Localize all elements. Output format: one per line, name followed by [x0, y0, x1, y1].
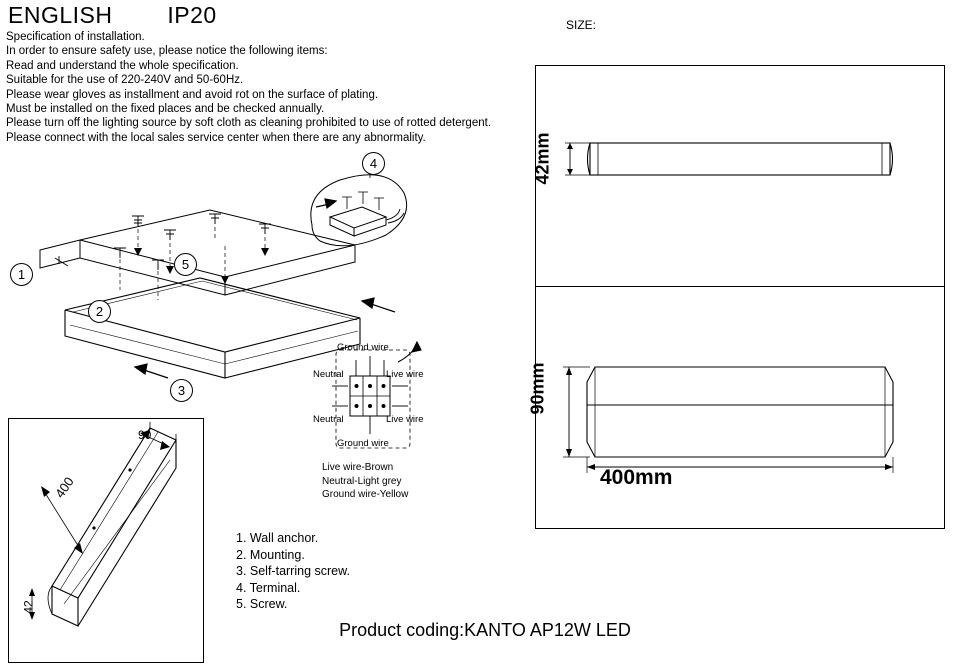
wiring-label-neutral-bottom: Neutral [313, 414, 344, 425]
wiring-label-live-top: Live wire [386, 369, 424, 380]
wiring-label-neutral-top: Neutral [313, 369, 344, 380]
length-dimension: 400mm [600, 466, 673, 489]
instruction-line: Please turn off the lighting source by soft cloth as cleaning prohibited to use of rotted detergent. [6, 117, 492, 130]
instruction-line: Read and understand the whole specification. [6, 59, 239, 72]
ip-rating-label: IP20 [167, 2, 217, 28]
section-height-dimension: 90mm [527, 362, 548, 415]
instructions-block [6, 30, 526, 145]
iso-length-dimension: 400 [52, 474, 77, 501]
instruction-line: Please connect with the local sales service center when there are any abnormality. [6, 131, 426, 144]
wiring-label-ground-top: Ground wire [337, 342, 389, 353]
iso-depth-dimension: 42 [21, 600, 36, 614]
product-coding-label: Product coding:KANTO AP12W LED [339, 620, 631, 640]
parts-list-item: 1. Wall anchor. [236, 531, 319, 545]
instruction-line: In order to ensure safety use, please notice the following items: [6, 45, 328, 58]
callout-4: 4 [362, 152, 385, 175]
instruction-line: Must be installed on the fixed places and be checked annually. [6, 103, 325, 116]
parts-list [236, 530, 350, 613]
iso-width-dimension: 90 [138, 428, 152, 442]
legend-neutral: Neutral-Light grey [322, 475, 402, 487]
wire-color-legend [322, 461, 408, 502]
legend-live: Live wire-Brown [322, 462, 394, 473]
size-section-label: SIZE: [566, 18, 597, 32]
header [8, 2, 217, 29]
section-view-drawing [535, 287, 945, 529]
parts-list-item: 5. Screw. [236, 597, 288, 611]
language-label: ENGLISH [8, 2, 113, 28]
parts-list-item: 3. Self-tarring screw. [236, 564, 350, 578]
terminal-detail-drawing [300, 165, 420, 270]
instructions-title: Specification of installation. [6, 31, 145, 43]
parts-list-item: 4. Terminal. [236, 580, 301, 595]
wiring-label-live-bottom: Live wire [386, 414, 424, 425]
callout-5: 5 [174, 253, 197, 276]
callout-2: 2 [88, 300, 111, 323]
callout-1: 1 [10, 263, 33, 286]
legend-ground: Ground wire-Yellow [322, 489, 409, 500]
parts-list-item: 2. Mounting. [236, 547, 305, 562]
instruction-line: Suitable for the use of 220-240V and 50-60Hz. [6, 74, 244, 87]
instruction-line: Please wear gloves as installment and avoid rot on the surface of plating. [6, 88, 379, 101]
front-view-drawing [532, 65, 945, 287]
front-height-dimension: 42mm [532, 132, 553, 185]
callout-3: 3 [170, 379, 193, 402]
wiring-label-ground-bottom: Ground wire [337, 438, 389, 449]
